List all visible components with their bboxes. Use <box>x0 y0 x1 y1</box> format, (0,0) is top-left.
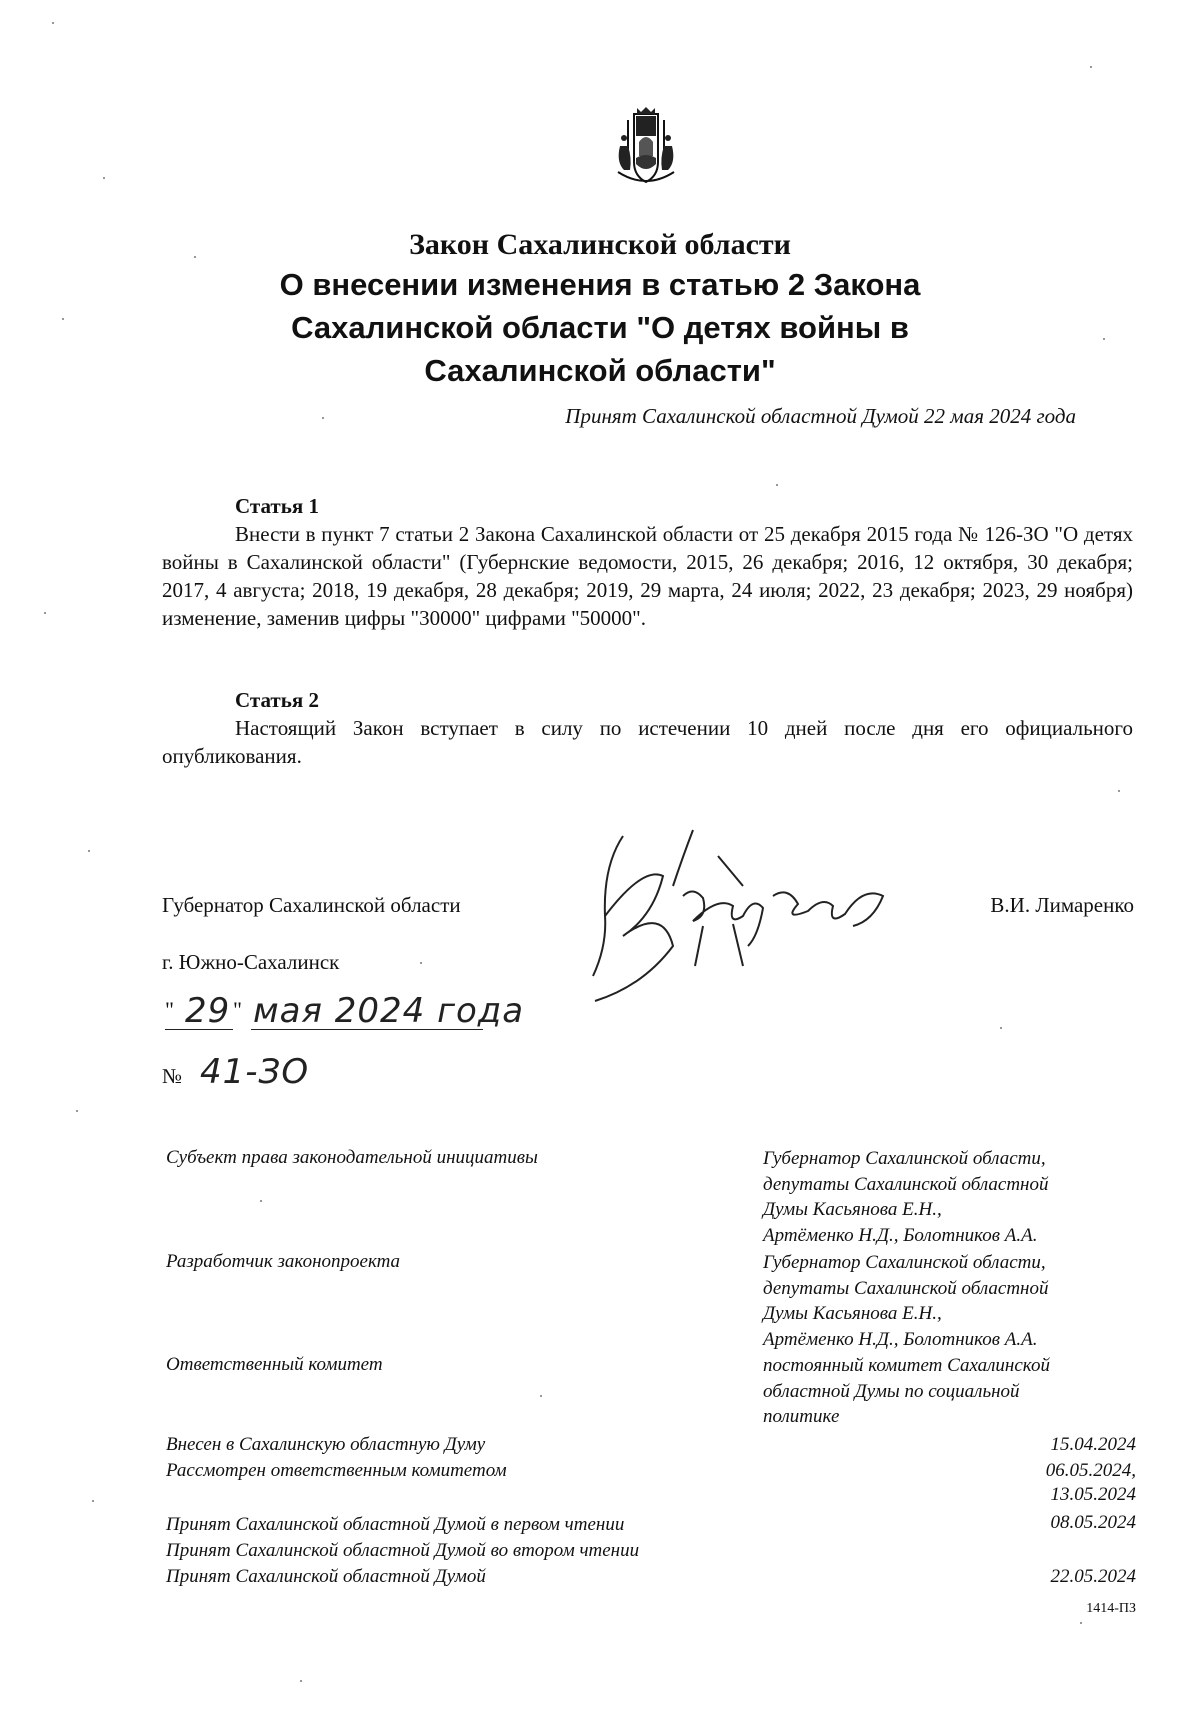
article-1-text: Внести в пункт 7 статьи 2 Закона Сахалинской области от 25 декабря 2015 года № 126-ЗО "О детях войны в Сахалинской области" (Губернские ведомости, 2015, 26 декабря; 2016, 12 октября, 30 декабря; 2017, 4 августа; 2018, 19 декабря, 28 декабря; 2019, 29 марта, 24 июля; 2022, 23 декабря; 2023, 29 ноября) изменение, заменив цифры "30000" цифрами "50000". <box>162 522 1133 630</box>
scan-speck <box>1000 1027 1002 1029</box>
history-label-adopted: Принят Сахалинской областной Думой <box>166 1566 486 1587</box>
meta-value-committee <box>763 1353 1136 1430</box>
history-date-committee-1: 06.05.2024, <box>1045 1460 1136 1481</box>
city-of-signing: г. Южно-Сахалинск <box>162 950 340 974</box>
history-date-committee-2: 13.05.2024 <box>1050 1484 1136 1505</box>
meta-value-line: Губернатор Сахалинской области, <box>763 1252 1046 1273</box>
document-type-heading: Закон Сахалинской области <box>409 228 791 261</box>
scan-speck <box>1090 66 1092 68</box>
date-month-year: мая 2024 года <box>253 991 525 1031</box>
scan-speck <box>88 850 90 852</box>
history-label-first-reading: Принят Сахалинской областной Думой в первом чтении <box>166 1514 625 1535</box>
signing-date <box>165 991 535 1039</box>
history-date-adopted: 22.05.2024 <box>1050 1566 1136 1587</box>
scan-speck <box>540 1395 542 1397</box>
adoption-note: Принят Сахалинской областной Думой 22 мая 2024 года <box>565 404 1076 428</box>
scan-speck <box>776 484 778 486</box>
meta-value-line: постоянный комитет Сахалинской <box>763 1355 1050 1376</box>
meta-label-committee: Ответственный комитет <box>166 1354 383 1375</box>
history-label-submitted: Внесен в Сахалинскую областную Думу <box>166 1434 486 1455</box>
date-day-underline <box>165 1029 233 1030</box>
meta-value-initiative <box>763 1146 1136 1248</box>
scan-speck <box>260 1200 262 1202</box>
scan-speck <box>1080 1622 1082 1624</box>
law-title-line-1: О внесении изменения в статью 2 Закона <box>279 267 921 302</box>
meta-label-initiative: Субъект права законодательной инициативы <box>166 1147 538 1168</box>
scan-speck <box>420 962 422 964</box>
date-month-underline <box>251 1029 483 1030</box>
law-title-line-3: Сахалинской области" <box>424 353 776 388</box>
scan-speck <box>300 1680 302 1682</box>
article-1-heading: Статья 1 <box>235 494 319 518</box>
footer-document-code: 1414-ПЗ <box>1086 1601 1136 1616</box>
governor-position: Губернатор Сахалинской области <box>162 893 461 917</box>
meta-value-line: Артёменко Н.Д., Болотников А.А. <box>763 1328 1038 1350</box>
law-number-prefix: № <box>162 1064 183 1088</box>
law-number <box>162 1052 362 1096</box>
law-number-value: 41-ЗО <box>200 1052 310 1092</box>
coat-of-arms-icon <box>606 106 686 188</box>
date-open-quote: " <box>165 997 174 1022</box>
article-2-text: Настоящий Закон вступает в силу по истечении 10 дней после дня его официального опубликования. <box>162 716 1133 768</box>
article-2-heading: Статья 2 <box>235 688 319 712</box>
meta-value-line: Губернатор Сахалинской области, <box>763 1148 1046 1169</box>
history-label-committee: Рассмотрен ответственным комитетом <box>166 1460 507 1481</box>
governor-signature <box>583 826 903 1006</box>
meta-value-line: областной Думы по социальной <box>763 1380 1020 1402</box>
law-title-line-2: Сахалинской области "О детях войны в <box>291 310 909 345</box>
history-date-submitted: 15.04.2024 <box>1050 1434 1136 1455</box>
meta-label-developer: Разработчик законопроекта <box>166 1251 401 1272</box>
meta-value-developer <box>763 1250 1136 1352</box>
history-date-first-reading: 08.05.2024 <box>1050 1512 1136 1533</box>
governor-name: В.И. Лимаренко <box>990 893 1134 917</box>
meta-value-line: Думы Касьянова Е.Н., <box>763 1303 942 1324</box>
scan-speck <box>52 22 54 24</box>
history-label-second-reading: Принят Сахалинской областной Думой во втором чтении <box>166 1540 640 1561</box>
scan-speck <box>76 1110 78 1112</box>
scan-speck <box>92 1500 94 1502</box>
date-day: 29 <box>185 991 231 1031</box>
scan-speck <box>1118 790 1120 792</box>
meta-value-line: депутаты Сахалинской областной <box>763 1277 1049 1299</box>
scan-speck <box>322 417 324 419</box>
meta-value-line: политике <box>763 1406 840 1427</box>
date-close-quote: " <box>233 997 242 1022</box>
meta-value-line: Думы Касьянова Е.Н., <box>763 1199 942 1220</box>
scan-speck <box>103 177 105 179</box>
scan-speck <box>44 612 46 614</box>
meta-value-line: Артёменко Н.Д., Болотников А.А. <box>763 1224 1038 1246</box>
meta-value-line: депутаты Сахалинской областной <box>763 1173 1049 1195</box>
